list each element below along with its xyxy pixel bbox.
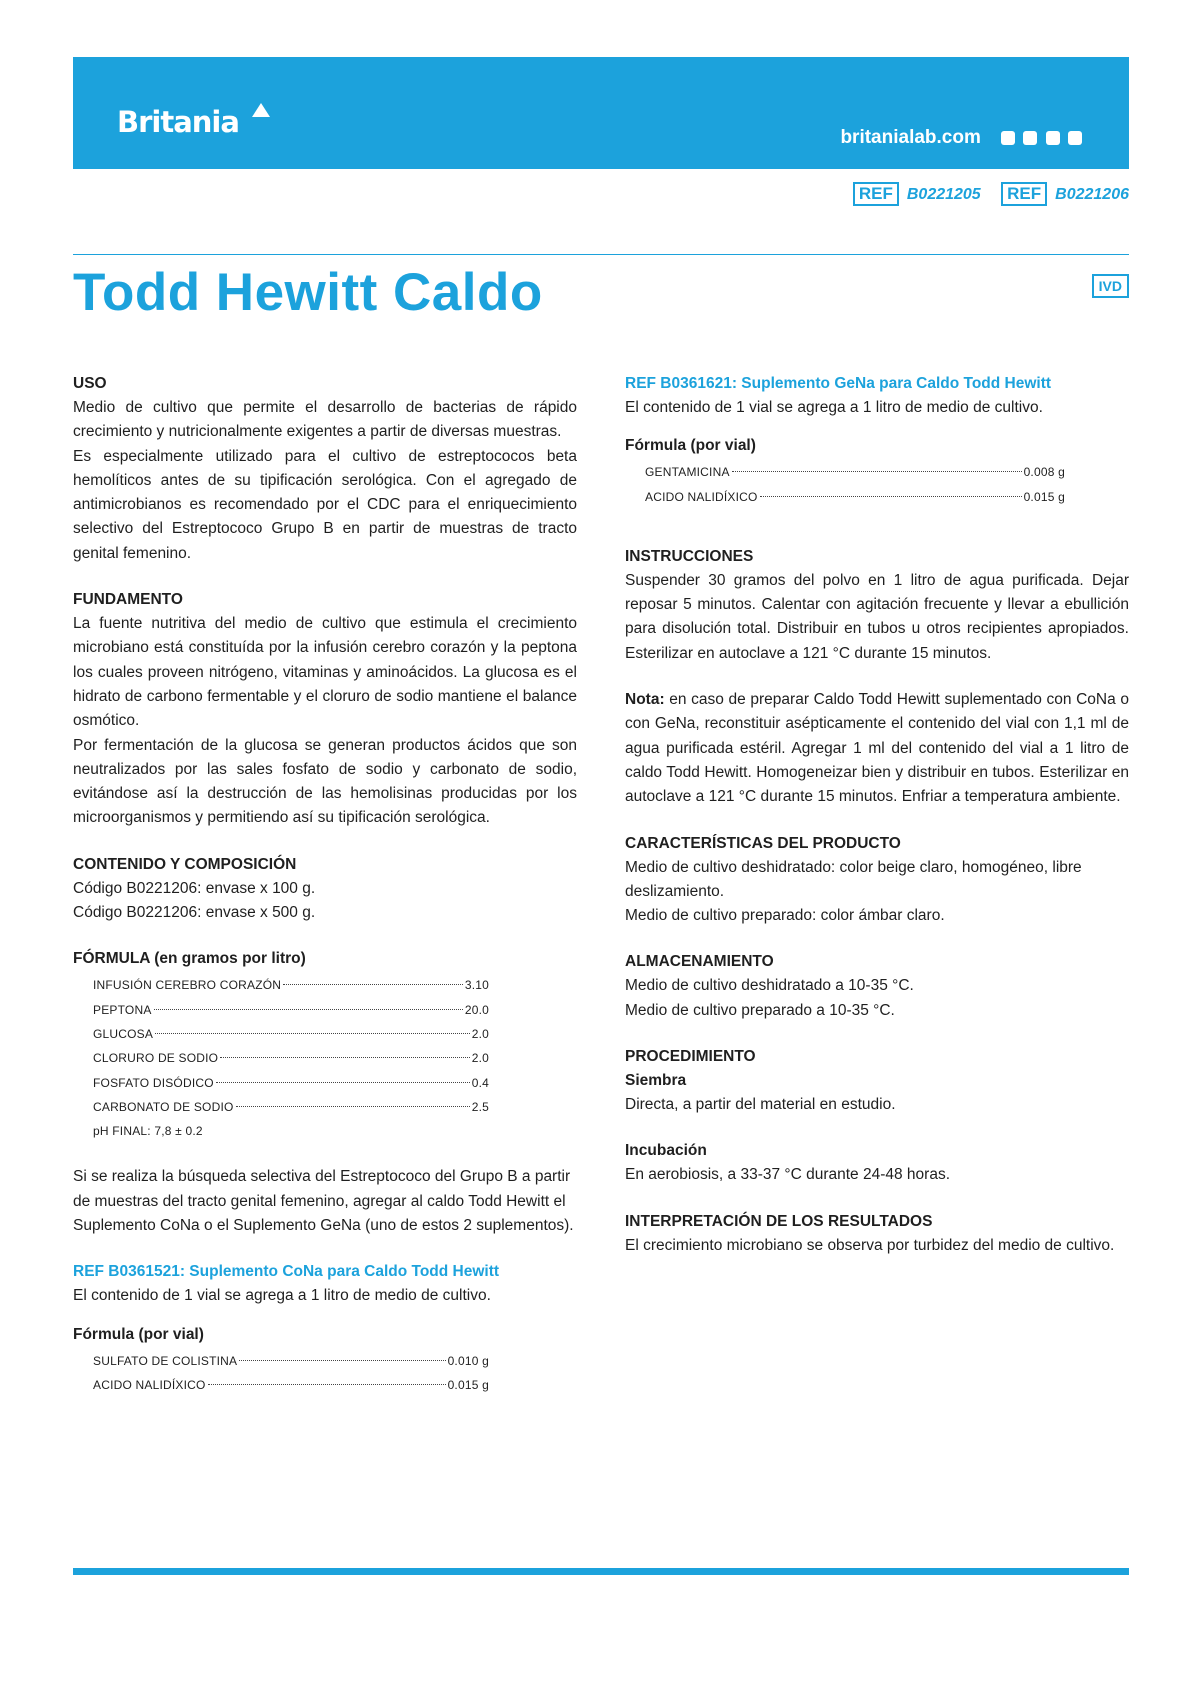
ref-code-2: B0221206 bbox=[1055, 186, 1129, 203]
section-heading: CARACTERÍSTICAS DEL PRODUCTO bbox=[625, 834, 901, 852]
page-title: Todd Hewitt Caldo bbox=[73, 263, 543, 322]
paragraph: Por fermentación de la glucosa se generan productos ácidos que son neutralizados por las sales fosfato de sodio y carbonato de sodio, evitándose así la destrucción de las hemolisinas producidas por los microorganismos y permitiendo así su tipificación serológica. bbox=[73, 736, 577, 827]
paragraph: Medio de cultivo preparado: color ámbar claro. bbox=[625, 907, 945, 925]
paragraph: Código B0221206: envase x 100 g. bbox=[73, 879, 316, 897]
subheading: Incubación bbox=[625, 1142, 707, 1160]
formula-table bbox=[93, 973, 489, 1143]
ingredient-value: 0.010 g bbox=[447, 1353, 489, 1368]
paragraph: Medio de cultivo deshidratado: color beige claro, homogéneo, libre deslizamiento. bbox=[625, 858, 1082, 900]
ingredient-value: 3.10 bbox=[464, 978, 489, 993]
section-suplemento-gena bbox=[625, 372, 1129, 509]
subheading: Fórmula (por vial) bbox=[73, 1325, 204, 1343]
section-almacenamiento bbox=[625, 950, 1129, 1023]
formula-row bbox=[93, 1022, 489, 1046]
formula-table bbox=[645, 460, 1065, 509]
formula-row bbox=[93, 1373, 489, 1397]
bottom-divider bbox=[73, 1568, 1129, 1575]
website-link[interactable] bbox=[840, 127, 1082, 149]
ingredient-name: SULFATO DE COLISTINA bbox=[93, 1353, 238, 1368]
paragraph: Suspender 30 gramos del polvo en 1 litro de agua purificada. Dejar reposar 5 minutos. Calentar con agitación frecuente y llevar a ebullición para disolución total. Distribuir en tubos u otros recipientes apropiados. Esterilizar en autoclave a 121 °C durante 15 minutos. bbox=[625, 571, 1129, 662]
section-procedimiento bbox=[625, 1045, 1129, 1188]
ivd-badge: IVD bbox=[1092, 274, 1129, 298]
paragraph bbox=[625, 688, 1129, 809]
paragraph: Medio de cultivo deshidratado a 10-35 °C. bbox=[625, 977, 914, 995]
ingredient-name: CLORURO DE SODIO bbox=[93, 1051, 219, 1066]
paragraph: Si se realiza la búsqueda selectiva del Estreptococo del Grupo B a partir de muestras del tracto genital femenino, agregar al caldo Todd Hewitt el Suplemento CoNa o el Suplemento GeNa (uno de estos 2 suplementos). bbox=[73, 1168, 574, 1235]
ref-label: REF bbox=[1001, 182, 1047, 206]
header-band bbox=[73, 57, 1129, 169]
ingredient-name: FOSFATO DISÓDICO bbox=[93, 1075, 214, 1090]
ref-code-1: B0221205 bbox=[906, 186, 981, 203]
section-interpretacion bbox=[625, 1210, 1129, 1258]
note-text: en caso de preparar Caldo Todd Hewitt suplementado con CoNa o con GeNa, reconstituir asépticamente el contenido del vial con 1,1 ml de agua purificada estéril. Agregar 1 ml del contenido del vial a 1 litro de caldo Todd Hewitt. Homogeneizar bien y distribuir en tubos. Esterilizar en autoclave a 121 °C durante 15 minutos. Enfriar a temperatura ambiente. bbox=[625, 691, 1129, 806]
ref-label: REF bbox=[853, 182, 899, 206]
section-instrucciones bbox=[625, 545, 1129, 666]
formula-row bbox=[93, 1046, 489, 1070]
formula-row bbox=[93, 1095, 489, 1119]
paragraph: Directa, a partir del material en estudio. bbox=[625, 1096, 896, 1114]
social-icons bbox=[998, 127, 1082, 149]
logo-triangle-icon bbox=[252, 103, 270, 117]
section-nota bbox=[625, 688, 1129, 809]
instagram-icon[interactable] bbox=[1046, 131, 1060, 145]
formula-row bbox=[645, 460, 1065, 484]
ingredient-value: 2.0 bbox=[471, 1051, 489, 1066]
ingredient-value: 0.015 g bbox=[1023, 489, 1065, 504]
ingredient-value: 0.008 g bbox=[1023, 465, 1065, 480]
ingredient-name: GENTAMICINA bbox=[645, 465, 730, 480]
subheading: Fórmula (por vial) bbox=[625, 437, 756, 455]
formula-row bbox=[93, 998, 489, 1022]
section-contenido bbox=[73, 853, 577, 926]
formula-row bbox=[93, 1071, 489, 1095]
section-caracteristicas bbox=[625, 832, 1129, 929]
section-heading: REF B0361621: Suplemento GeNa para Caldo Todd Hewitt bbox=[625, 375, 1052, 392]
section-busqueda bbox=[73, 1165, 577, 1238]
section-heading: FUNDAMENTO bbox=[73, 591, 183, 609]
note-label: Nota: bbox=[625, 691, 665, 709]
facebook-icon[interactable] bbox=[1001, 131, 1015, 145]
section-heading: ALMACENAMIENTO bbox=[625, 953, 774, 971]
paragraph: Medio de cultivo preparado a 10-35 °C. bbox=[625, 1001, 895, 1019]
ingredient-value: 20.0 bbox=[464, 1002, 489, 1017]
paragraph: El contenido de 1 vial se agrega a 1 litro de medio de cultivo. bbox=[73, 1287, 491, 1305]
left-column bbox=[73, 372, 577, 1419]
paragraph: El crecimiento microbiano se observa por turbidez del medio de cultivo. bbox=[625, 1236, 1115, 1254]
ph-row bbox=[93, 1119, 489, 1143]
formula-table bbox=[93, 1349, 489, 1398]
ph-final: pH FINAL: 7,8 ± 0.2 bbox=[93, 1124, 203, 1139]
ingredient-value: 2.0 bbox=[471, 1026, 489, 1041]
paragraph: Es especialmente utilizado para el cultivo de estreptococos beta hemolíticos antes de su tipificación serológica. Con el agregado de antimicrobianos es recomendado por el CDC para el enriquecimiento selectivo del Estreptococo Grupo B en partir de muestras de tracto genital femenino. bbox=[73, 447, 577, 562]
paragraph: El contenido de 1 vial se agrega a 1 litro de medio de cultivo. bbox=[625, 399, 1043, 416]
paragraph: Código B0221206: envase x 500 g. bbox=[73, 904, 316, 922]
ingredient-value: 0.4 bbox=[471, 1075, 489, 1090]
section-fundamento bbox=[73, 588, 577, 831]
section-heading: USO bbox=[73, 375, 107, 392]
reference-codes bbox=[853, 182, 1129, 206]
section-formula bbox=[73, 947, 577, 1143]
formula-row bbox=[93, 1349, 489, 1373]
section-heading: FÓRMULA (en gramos por litro) bbox=[73, 950, 306, 968]
paragraph: Medio de cultivo que permite el desarrollo de bacterias de rápido crecimiento y nutricionalmente exigentes a partir de diversas muestras. bbox=[73, 399, 577, 441]
twitter-icon[interactable] bbox=[1023, 131, 1037, 145]
ingredient-name: INFUSIÓN CEREBRO CORAZÓN bbox=[93, 978, 282, 993]
section-heading: INTERPRETACIÓN DE LOS RESULTADOS bbox=[625, 1212, 933, 1230]
section-heading: REF B0361521: Suplemento CoNa para Caldo Todd Hewitt bbox=[73, 1263, 500, 1281]
ingredient-name: PEPTONA bbox=[93, 1002, 152, 1017]
section-uso bbox=[73, 372, 577, 566]
top-divider bbox=[73, 254, 1129, 255]
formula-row bbox=[645, 485, 1065, 509]
right-column bbox=[625, 372, 1129, 1280]
section-heading: INSTRUCCIONES bbox=[625, 547, 754, 565]
youtube-icon[interactable] bbox=[1068, 131, 1082, 145]
ingredient-value: 0.015 g bbox=[447, 1377, 489, 1392]
brand-logo: Britania bbox=[117, 105, 239, 139]
section-heading: CONTENIDO Y COMPOSICIÓN bbox=[73, 855, 297, 873]
ingredient-name: ACIDO NALIDÍXICO bbox=[645, 489, 758, 504]
formula-row bbox=[93, 973, 489, 997]
paragraph: En aerobiosis, a 33-37 °C durante 24-48 horas. bbox=[625, 1166, 951, 1184]
ingredient-name: ACIDO NALIDÍXICO bbox=[93, 1377, 206, 1392]
ingredient-name: GLUCOSA bbox=[93, 1026, 154, 1041]
section-suplemento-cona bbox=[73, 1260, 577, 1397]
paragraph: La fuente nutritiva del medio de cultivo que estimula el crecimiento microbiano está constituída por la infusión cerebro corazón y la peptona los cuales proveen nitrógeno, vitaminas y aminoácidos. La glucosa es el hidrato de carbono fermentable y el cloruro de sodio mantiene el balance osmótico. bbox=[73, 615, 577, 730]
website-url[interactable]: britanialab.com bbox=[840, 127, 981, 149]
ingredient-name: CARBONATO DE SODIO bbox=[93, 1099, 234, 1114]
subheading: Siembra bbox=[625, 1072, 687, 1090]
ingredient-value: 2.5 bbox=[471, 1099, 489, 1114]
section-heading: PROCEDIMIENTO bbox=[625, 1048, 756, 1066]
